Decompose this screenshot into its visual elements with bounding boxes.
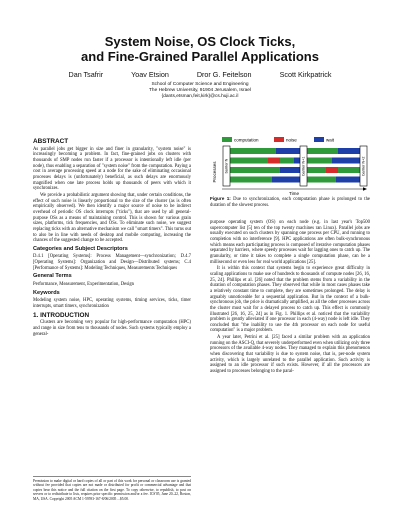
- affiliation-line: The Hebrew University, 91904 Jerusalem, Israel: [148, 88, 252, 93]
- computation-segment: [280, 158, 294, 164]
- noise-segment: [268, 158, 280, 164]
- wait-segment: [332, 158, 360, 164]
- legend-computation-swatch: [222, 137, 232, 142]
- barrier-n: [223, 146, 230, 186]
- keywords-heading: Keywords: [33, 289, 60, 296]
- wait-segment: [272, 177, 300, 183]
- general-terms-text: Performance, Measurement, Experimentation, Design: [33, 282, 135, 288]
- computation-segment: [307, 167, 326, 173]
- x-axis-label: Time: [288, 191, 300, 196]
- right-column: [210, 220, 370, 376]
- wait-segment: [338, 148, 360, 154]
- title-line-2: and Fine-Grained Parallel Applications: [81, 49, 319, 64]
- author-list: [0, 70, 400, 79]
- figure-caption: [210, 196, 370, 208]
- author-name: Dror G. Feitelson: [196, 70, 252, 79]
- barrier-n-plus-1: [300, 146, 307, 186]
- legend-wait-label: wait: [326, 137, 335, 143]
- wait-segment: [294, 158, 300, 164]
- barrier-label: barrier N+1: [301, 156, 306, 176]
- computation-segment: [307, 148, 338, 154]
- author-name: Scott Kirkpatrick: [279, 70, 332, 79]
- wait-segment: [276, 148, 300, 154]
- noise-segment: [326, 167, 338, 173]
- computation-segment: [307, 177, 336, 183]
- computation-segment: [230, 177, 272, 183]
- barrier-label: barrier N: [224, 158, 229, 174]
- computation-segment: [230, 158, 268, 164]
- author-name: Yoav Etsion: [131, 70, 169, 79]
- categories-text: D.4.1 [Operating Systems]: Process Management—synchronization; D.4.7 [Operating Systems]: Organization and Design—Distributed systems; C.4 [Performance of Systems]: Modeling Techniques, Measurements Techniques: [33, 254, 191, 271]
- introduction-heading: 1. INTRODUCTION: [33, 311, 90, 319]
- author-emails: {dants,etsman,feit,kirk}@cs.huji.ac.il: [161, 94, 239, 99]
- wait-segment: [280, 167, 300, 173]
- legend-noise-swatch: [274, 137, 284, 142]
- y-axis-label: Processes: [212, 161, 217, 183]
- categories-heading: Categories and Subject Descriptors: [33, 245, 128, 252]
- figure-1: [210, 136, 370, 200]
- abstract-paragraph: As parallel jobs get bigger in size and finer in granularity, "system noise" is increasingly becoming a problem. In fact, fine-grained jobs on clusters with thousands of SMP nodes run faster if a processor is intentionally left idle (per node), thus enabling a separation of "system noise" from the computation. Paying a cost in average processing speed at a node for the sake of eliminating occasional processes delays is (unfortunately) beneficial, as such delays are enormously magnified when one late process holds up thousands of peers with which it synchronizes.: [33, 146, 191, 192]
- abstract-heading: ABSTRACT: [33, 138, 69, 145]
- paper-title: [0, 34, 400, 64]
- abstract-paragraph: We provide a probabilistic argument showing that, under certain conditions, the effect of such noise is linearly proportional to the size of the cluster (as is often empirically observed). We then identify a major source of noise to be indirect overhead of periodic OS clock interrupts ("ticks"), that are used by all general-purpose OSs as a means of maintaining control. This is shown for various grain sizes, platforms, tick frequencies, and OSs. To eliminate such noise, we suggest replacing ticks with an alternative mechanism we call "smart timers". This turns out to also be in line with needs of desktop and mobile computing, increasing the chances of the suggested change to be accepted.: [33, 192, 191, 244]
- legend-computation-label: computation: [234, 137, 259, 143]
- affiliation: [0, 82, 400, 100]
- barrier-label: barrier N+2: [361, 156, 366, 176]
- figure-diagram: [210, 136, 370, 196]
- copyright-footnote: Permission to make digital or hard copies of all or part of this work for personal or classroom use is granted without fee provided that copies are not made or distributed for profit or commercial advantage and that copies bear this notice and the full citation on the first page. To copy otherwise, to republish, to post on servers or to redistribute to lists, requires prior specific permission and/or a fee. ICS'05, June 20–22, Boston, MA, USA. Copyright 2005 ACM 1-59593-167-8/06/2005 ...$5.00.: [33, 476, 191, 501]
- computation-segment: [230, 167, 280, 173]
- body-paragraph: A year later, Petrini et al. [25] faced a similar problem with an application running on the ASCI-Q, that severely underperformed even when utilizing only three processors of the available 4-way nodes. They managed to explain this phenomenon when discovering that variability is due to system noise, that is, per-node system activity, which is largely unrelated to the parallel application. Such activity is assigned to an idle processor if such exists. However, if all the processors are assigned to processes belonging to the paral-: [210, 335, 370, 375]
- wait-segment: [336, 177, 360, 183]
- general-terms-heading: General Terms: [33, 273, 72, 280]
- introduction-paragraph: Clusters are becoming very popular for high-performance computation (HPC) and range in size from tens to thousands of nodes. Such systems typically employ a general-: [33, 320, 191, 337]
- author-name: Dan Tsafrir: [68, 70, 104, 79]
- figure-caption-text: Due to synchronization, each computation phase is prolonged to the duration of the slowest process.: [210, 197, 371, 208]
- computation-segment: [230, 148, 276, 154]
- legend-noise-label: noise: [286, 137, 297, 143]
- figure-caption-label: Figure 1:: [210, 196, 231, 201]
- process-timeline: [230, 148, 360, 183]
- left-column: [33, 136, 191, 338]
- computation-segment: [338, 167, 360, 173]
- barrier-n-plus-2: [360, 146, 367, 186]
- keywords-text: Modeling system noise, HPC, operating systems, timing services, ticks, timer interrupts, smart timers, synchronization: [33, 298, 191, 310]
- body-paragraph: purpose operating system (OS) on each node (e.g. in last year's Top500 supercomputer list [5] ten of the top twenty machines ran Linux). Parallel jobs are usually executed on such clusters by spanning one process per CPU, and running to completion with no interference [9]. HPC applications are often bulk-synchronous which means each participating process is composed of iterative computation phases separated by barriers, where speedy processes wait for lagging ones to catch up. The granularity, or time it takes to complete a single computation phase, can be a millisecond or even less for real world applications [25].: [210, 220, 370, 265]
- time-arrowhead: [363, 187, 367, 190]
- affiliation-line: School of Computer Science and Engineering: [151, 82, 249, 87]
- title-line-1: System Noise, OS Clock Ticks,: [104, 34, 296, 49]
- legend-wait-swatch: [314, 137, 324, 142]
- computation-segment: [307, 158, 332, 164]
- body-paragraph: It is within this context that systems begin to experience great difficulty in scaling applications to make use of hundreds to thousands of compute nodes [26, 16, 25, 24]. Phillips et al. [26] noted that the problem stems from a variability in the duration of computation phases. They observed that while in most cases phases take a relatively constant time to complete, they are sometimes prolonged. The delay is arguably unnoticeable for a sequential application. But in the context of a bulk-synchronous job, the price is dramatically amplified, as all the other processes across the cluster must wait for a delayed process to catch up. This effect is commonly illustrated [26, 16, 25, 24] as in Fig. 1. Phillips et al. noticed that the variability problem is greatly alleviated if one processor in each (4-way) node is left idle. They concluded that "the inability to use the 4th processor on each node for useful computation" is a major problem.: [210, 266, 370, 334]
